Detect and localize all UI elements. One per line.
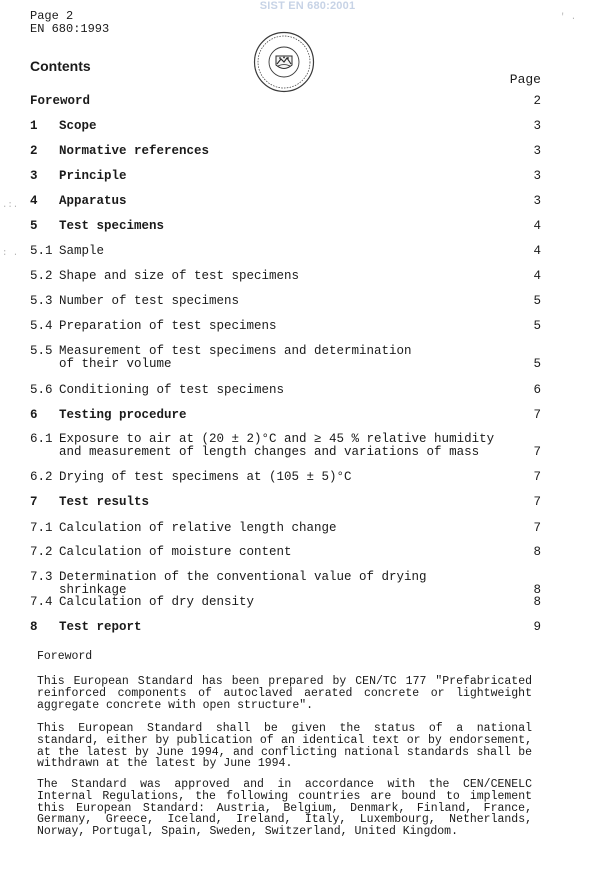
toc-title: Test results (59, 495, 150, 509)
toc-page-number: 7 (533, 495, 541, 509)
toc-title: Test report (59, 620, 142, 634)
toc-title: Number of test specimens (59, 294, 240, 308)
toc-number: 7.1 (30, 521, 53, 535)
toc-number: 6.1 (30, 432, 53, 446)
toc-number: 8 (30, 620, 38, 634)
toc-page-number: 7 (533, 445, 541, 459)
toc-page-number: 4 (533, 219, 541, 233)
toc-page-number: 7 (533, 470, 541, 484)
toc-title: Scope (59, 119, 97, 133)
toc-title: Principle (59, 169, 127, 183)
toc-number: 5.4 (30, 319, 53, 333)
toc-number: 1 (30, 119, 38, 133)
toc-number: 6.2 (30, 470, 53, 484)
toc-title: Calculation of moisture content (59, 545, 292, 559)
scan-speck: : . (2, 248, 19, 258)
toc-row (30, 220, 541, 233)
toc-row (30, 409, 541, 422)
scan-speck: .:. (2, 200, 19, 210)
toc-number: 6 (30, 408, 38, 422)
toc-number: 2 (30, 144, 38, 158)
toc-title: Conditioning of test specimens (59, 383, 285, 397)
toc-row (30, 295, 541, 308)
toc-row (30, 571, 541, 597)
toc-title: Preparation of test specimens (59, 319, 277, 333)
toc-page-number: 6 (533, 383, 541, 397)
toc-page-number: 3 (533, 194, 541, 208)
toc-number: 5.2 (30, 269, 53, 283)
toc-title: Test specimens (59, 219, 165, 233)
toc-number: 5.5 (30, 344, 53, 358)
toc-page-number: 5 (533, 294, 541, 308)
toc-title: Drying of test specimens at (105 ± 5)°C (59, 470, 352, 484)
toc-title: Calculation of dry density (59, 595, 255, 609)
toc-title: Determination of the conventional value of drying shrinkage (59, 570, 427, 597)
scan-speck: ' . (560, 12, 577, 22)
foreword-paragraph: This European Standard shall be given the status of a national standard, either by publication of an identical text or by endorsement, at the latest by June 1994, and conflicting national standards shall be withdrawn at the latest by June 1994. (37, 722, 532, 771)
toc-title: Normative references (59, 144, 210, 158)
toc-page-number: 8 (533, 595, 541, 609)
toc-row (30, 270, 541, 283)
toc-row (30, 384, 541, 397)
toc-row (30, 120, 541, 133)
toc-row (30, 433, 541, 459)
toc-title: Shape and size of test specimens (59, 269, 300, 283)
toc-row (30, 320, 541, 333)
toc-row (30, 95, 541, 108)
toc-row (30, 145, 541, 158)
contents-title: Contents (30, 58, 91, 74)
toc-page-number: 3 (533, 169, 541, 183)
toc-page-number: 4 (533, 269, 541, 283)
toc-page-number: 9 (533, 620, 541, 634)
toc-title: Apparatus (59, 194, 127, 208)
toc-title: Calculation of relative length change (59, 521, 337, 535)
toc-number: 5 (30, 219, 38, 233)
toc-page-number: 3 (533, 144, 541, 158)
toc-page-number: 5 (533, 357, 541, 371)
toc-title: Sample (59, 244, 105, 258)
standard-number: EN 680:1993 (30, 22, 110, 36)
toc-number: 7 (30, 495, 38, 509)
page-label: Page 2 (30, 9, 74, 23)
toc-row (30, 471, 541, 484)
seal-icon (253, 31, 315, 93)
toc-page-number: 4 (533, 244, 541, 258)
page-header (30, 10, 109, 36)
toc-row (30, 170, 541, 183)
toc-title: Measurement of test specimens and determination of their volume (59, 344, 412, 371)
toc-row (30, 596, 541, 609)
foreword-heading: Foreword (37, 650, 93, 663)
foreword-paragraph: This European Standard has been prepared by CEN/TC 177 "Prefabricated reinforced components of autoclaved aerated concrete or lightweight aggregate concrete with open structure". (37, 675, 532, 712)
toc-page-number: 7 (533, 408, 541, 422)
toc-number: 4 (30, 194, 38, 208)
toc-page-number: 3 (533, 119, 541, 133)
toc-number: 5.3 (30, 294, 53, 308)
toc-number: 7.3 (30, 570, 53, 584)
toc-row (30, 546, 541, 559)
toc-number: 7.2 (30, 545, 53, 559)
toc-row (30, 496, 541, 509)
toc-row (30, 195, 541, 208)
watermark: SIST EN 680:2001 (259, 0, 356, 12)
toc-page-number: 8 (533, 545, 541, 559)
toc-number: 5.1 (30, 244, 53, 258)
toc-title: Testing procedure (59, 408, 187, 422)
toc-row (30, 345, 541, 371)
toc-page-number: 5 (533, 319, 541, 333)
toc-page-number: 8 (533, 583, 541, 597)
toc-page-number: 2 (533, 94, 541, 108)
toc-title: Foreword (30, 94, 91, 108)
toc-row (30, 245, 541, 258)
toc-title: Exposure to air at (20 ± 2)°C and ≥ 45 % relative humidity and measurement of length changes and variations of mass (59, 432, 495, 459)
toc-number: 7.4 (30, 595, 53, 609)
toc-page-number: 7 (533, 521, 541, 535)
toc-row (30, 621, 541, 634)
page-column-title: Page (509, 72, 541, 87)
toc-number: 5.6 (30, 383, 53, 397)
toc-row (30, 522, 541, 535)
toc-number: 3 (30, 169, 38, 183)
foreword-paragraph: The Standard was approved and in accordance with the CEN/CENELC Internal Regulations, the following countries are bound to implement this European Standard: Austria, Belgium, Denmark, Finland, France, Germany, Greece, Iceland, Ireland, Italy, Luxembourg, Netherlands, Norway, Portugal, Spain, Sweden, Switzerland, United Kingdom. (37, 778, 532, 839)
